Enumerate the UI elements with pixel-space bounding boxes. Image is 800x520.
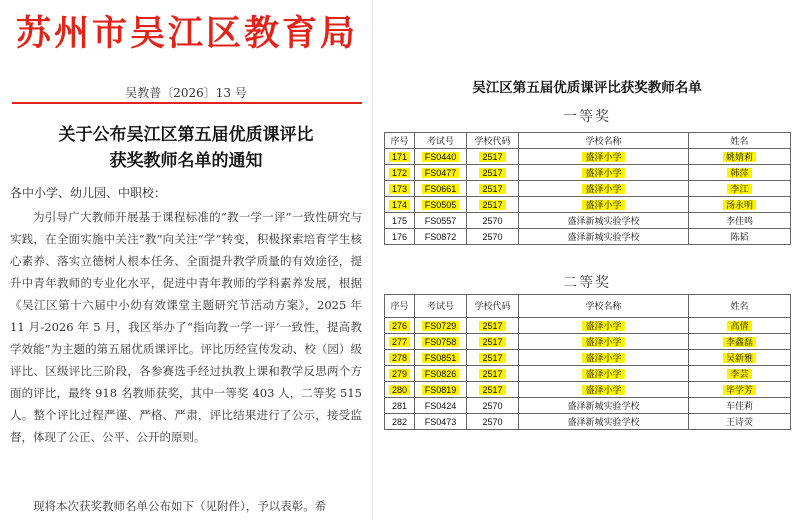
cell-teacher-name bbox=[689, 229, 791, 245]
cell-school-code-text: 2517 bbox=[479, 353, 505, 363]
cell-school-name-text: 盛泽小学 bbox=[582, 385, 624, 395]
cell-school-name-text: 盛泽小学 bbox=[582, 152, 624, 162]
cell-school-name bbox=[519, 229, 689, 245]
cell-school-name bbox=[519, 414, 689, 430]
table-row bbox=[385, 350, 791, 366]
first-prize-heading: 一等奖 bbox=[563, 109, 611, 125]
cell-seq-text: 174 bbox=[389, 200, 410, 210]
cell-seq bbox=[385, 334, 415, 350]
table-row bbox=[385, 165, 791, 181]
table-row bbox=[385, 318, 791, 334]
cell-school-code-text: 2570 bbox=[482, 416, 503, 427]
header-school-name: 学校名称 bbox=[519, 133, 689, 149]
cell-teacher-name bbox=[689, 149, 791, 165]
cell-school-code bbox=[467, 334, 519, 350]
cell-school-code-text: 2570 bbox=[482, 400, 503, 411]
cell-school-code-text: 2517 bbox=[479, 168, 505, 178]
cell-exam-number bbox=[415, 197, 467, 213]
cell-teacher-name-text: 韩萍 bbox=[727, 168, 751, 178]
cell-school-code bbox=[467, 414, 519, 430]
cell-school-code-text: 2517 bbox=[479, 200, 505, 210]
notice-document bbox=[0, 0, 373, 520]
cell-exam-number-text: FS0826 bbox=[422, 369, 460, 379]
cell-seq-text: 279 bbox=[389, 369, 410, 379]
cell-school-name bbox=[519, 382, 689, 398]
cell-teacher-name bbox=[689, 165, 791, 181]
red-divider-line bbox=[12, 102, 362, 104]
second-prize-table bbox=[384, 294, 791, 430]
table-header-row bbox=[385, 295, 791, 318]
cell-teacher-name bbox=[689, 181, 791, 197]
cell-seq bbox=[385, 318, 415, 334]
cell-exam-number-text: FS0424 bbox=[424, 400, 457, 411]
cell-school-name bbox=[519, 334, 689, 350]
cell-school-name-text: 盛泽小学 bbox=[582, 184, 624, 194]
cell-seq-text: 277 bbox=[389, 337, 410, 347]
cell-exam-number bbox=[415, 350, 467, 366]
cell-exam-number bbox=[415, 414, 467, 430]
header-exam-number: 考试号 bbox=[415, 133, 467, 149]
cell-seq bbox=[385, 197, 415, 213]
table-row bbox=[385, 213, 791, 229]
cell-seq bbox=[385, 149, 415, 165]
cell-exam-number bbox=[415, 213, 467, 229]
header-exam-number: 考试号 bbox=[415, 295, 467, 318]
document-number: 吴教普〔2026〕13 号 bbox=[125, 86, 247, 100]
cell-seq bbox=[385, 414, 415, 430]
table-row bbox=[385, 398, 791, 414]
cell-teacher-name bbox=[689, 334, 791, 350]
notice-title-line2: 获奖教师名单的通知 bbox=[109, 151, 263, 171]
cell-teacher-name bbox=[689, 398, 791, 414]
cell-exam-number-text: FS0661 bbox=[422, 184, 460, 194]
cell-teacher-name-text: 李佳鸣 bbox=[725, 216, 753, 226]
cell-exam-number-text: FS0819 bbox=[422, 385, 460, 395]
cell-exam-number bbox=[415, 398, 467, 414]
cell-school-code-text: 2517 bbox=[479, 337, 505, 347]
cell-school-name bbox=[519, 181, 689, 197]
cell-exam-number-text: FS0557 bbox=[424, 215, 457, 226]
cell-school-code-text: 2517 bbox=[479, 369, 505, 379]
cell-seq-text: 281 bbox=[391, 400, 408, 411]
second-prize-heading: 二等奖 bbox=[563, 275, 611, 291]
cell-school-name bbox=[519, 149, 689, 165]
cell-seq bbox=[385, 350, 415, 366]
cell-exam-number bbox=[415, 366, 467, 382]
cell-exam-number-text: FS0758 bbox=[422, 337, 460, 347]
table-row bbox=[385, 366, 791, 382]
cell-seq bbox=[385, 213, 415, 229]
cell-seq bbox=[385, 398, 415, 414]
table-row bbox=[385, 382, 791, 398]
salutation: 各中小学、幼儿园、中职校： bbox=[10, 186, 167, 200]
cell-school-code-text: 2517 bbox=[479, 321, 505, 331]
cell-school-name-text: 盛泽新城实验学校 bbox=[567, 232, 640, 242]
header-school-name: 学校名称 bbox=[519, 295, 689, 318]
cell-teacher-name-text: 李芸 bbox=[727, 369, 751, 379]
cell-school-name-text: 盛泽小学 bbox=[582, 168, 624, 178]
cell-school-name bbox=[519, 398, 689, 414]
cell-exam-number bbox=[415, 181, 467, 197]
cell-exam-number bbox=[415, 149, 467, 165]
header-school-code: 学校代码 bbox=[467, 133, 519, 149]
cell-school-code bbox=[467, 318, 519, 334]
cell-school-code-text: 2517 bbox=[479, 184, 505, 194]
cell-teacher-name-text: 吴新雅 bbox=[723, 353, 756, 363]
cell-exam-number bbox=[415, 165, 467, 181]
cell-school-name bbox=[519, 213, 689, 229]
cell-exam-number-text: FS0440 bbox=[422, 152, 460, 162]
cell-teacher-name-text: 李江 bbox=[727, 184, 751, 194]
cell-school-name-text: 盛泽新城实验学校 bbox=[567, 417, 640, 427]
notice-closing-line: 现将本次获奖教师名单公布如下（见附件），予以表彰。希 bbox=[33, 499, 327, 513]
cell-school-name-text: 盛泽小学 bbox=[582, 321, 624, 331]
cell-school-name bbox=[519, 165, 689, 181]
header-teacher-name: 姓名 bbox=[689, 295, 791, 318]
cell-exam-number-text: FS0477 bbox=[422, 168, 460, 178]
cell-exam-number bbox=[415, 229, 467, 245]
cell-school-code bbox=[467, 398, 519, 414]
cell-seq-text: 173 bbox=[389, 184, 410, 194]
cell-exam-number-text: FS0473 bbox=[424, 416, 457, 427]
cell-teacher-name bbox=[689, 213, 791, 229]
cell-school-code bbox=[467, 149, 519, 165]
cell-school-name-text: 盛泽小学 bbox=[582, 337, 624, 347]
cell-seq bbox=[385, 229, 415, 245]
header-school-code bbox=[467, 295, 519, 318]
cell-seq-text: 282 bbox=[391, 416, 408, 427]
header-school-code-text: 学校代码 bbox=[474, 300, 511, 311]
cell-teacher-name-text: 姚婧莉 bbox=[723, 152, 756, 162]
cell-teacher-name bbox=[689, 350, 791, 366]
cell-school-code-text: 2517 bbox=[479, 385, 505, 395]
cell-seq bbox=[385, 181, 415, 197]
cell-school-code bbox=[467, 366, 519, 382]
cell-exam-number-text: FS0851 bbox=[422, 353, 460, 363]
cell-seq-text: 175 bbox=[391, 215, 408, 226]
cell-seq-text: 280 bbox=[389, 385, 410, 395]
cell-exam-number-text: FS0872 bbox=[424, 231, 457, 242]
cell-school-name-text: 盛泽新城实验学校 bbox=[567, 216, 640, 226]
cell-exam-number bbox=[415, 334, 467, 350]
cell-school-code bbox=[467, 382, 519, 398]
header-seq: 序号 bbox=[385, 133, 415, 149]
cell-school-name bbox=[519, 318, 689, 334]
cell-teacher-name-text: 汤永明 bbox=[723, 200, 756, 210]
cell-teacher-name-text: 车佳莉 bbox=[725, 401, 753, 411]
cell-exam-number bbox=[415, 382, 467, 398]
cell-teacher-name-text: 毕学芳 bbox=[723, 385, 756, 395]
cell-teacher-name bbox=[689, 318, 791, 334]
cell-seq bbox=[385, 382, 415, 398]
header-seq: 序号 bbox=[385, 295, 415, 318]
award-list-document bbox=[374, 0, 800, 520]
notice-body-paragraph: 为引导广大教师开展基于课程标准的“教一学一评”一致性研究与实践，在全面实施中关注“教”向关注“学”转变，积极探索培育学生核心素养、落实立德树人根本任务、全面提升教学质量的有效途径，提升中青年教师的专业化水平，促进中青年教师的学科素养发展，根据《吴江区第十六届中小幼有效课堂主题研究节活动方案》，2025 年 11 月-2026 年 5 月，我区举办了“指向教一学一评’一致性，提高教学效能”为主题的第五届优质课评比。评比历经宣传发动、校（园）级评比、区级评比三阶段，各参赛选手经过执教上课和教学反思两个方面的评比，最终 918 名教师获奖，其中一等奖 403 人，二等奖 515 人。整个评比过程严谨、严格、严肃，评比结果进行了公示，接受监督，体现了公正、公平、公开的原则。 bbox=[10, 210, 362, 444]
cell-school-code-text: 2517 bbox=[479, 152, 505, 162]
cell-school-code-text: 2570 bbox=[482, 231, 503, 242]
cell-school-name bbox=[519, 366, 689, 382]
cell-school-code bbox=[467, 350, 519, 366]
cell-school-name bbox=[519, 350, 689, 366]
cell-teacher-name-text: 李鑫磊 bbox=[723, 337, 756, 347]
cell-teacher-name bbox=[689, 366, 791, 382]
cell-school-code bbox=[467, 165, 519, 181]
table-row bbox=[385, 229, 791, 245]
bureau-letterhead: 苏州市吴江区教育局 bbox=[16, 13, 359, 54]
cell-teacher-name bbox=[689, 382, 791, 398]
table-row bbox=[385, 149, 791, 165]
cell-school-name-text: 盛泽新城实验学校 bbox=[567, 401, 640, 411]
cell-exam-number-text: FS0505 bbox=[422, 200, 460, 210]
cell-seq-text: 171 bbox=[389, 152, 410, 162]
cell-exam-number-text: FS0729 bbox=[422, 321, 460, 331]
cell-school-code-text: 2570 bbox=[482, 215, 503, 226]
cell-school-code bbox=[467, 213, 519, 229]
table-row bbox=[385, 414, 791, 430]
cell-seq-text: 172 bbox=[389, 168, 410, 178]
header-teacher-name: 姓名 bbox=[689, 133, 791, 149]
cell-school-name-text: 盛泽小学 bbox=[582, 353, 624, 363]
award-list-title: 吴江区第五届优质课评比获奖教师名单 bbox=[472, 80, 702, 96]
cell-school-code bbox=[467, 197, 519, 213]
cell-seq bbox=[385, 366, 415, 382]
notice-title-line1: 关于公布吴江区第五届优质课评比 bbox=[58, 125, 314, 145]
cell-seq-text: 276 bbox=[389, 321, 410, 331]
table-row bbox=[385, 334, 791, 350]
cell-seq-text: 278 bbox=[389, 353, 410, 363]
cell-teacher-name bbox=[689, 197, 791, 213]
cell-teacher-name bbox=[689, 414, 791, 430]
cell-school-name-text: 盛泽小学 bbox=[582, 369, 624, 379]
cell-teacher-name-text: 高倩 bbox=[727, 321, 751, 331]
cell-seq-text: 176 bbox=[391, 231, 408, 242]
cell-teacher-name-text: 陈韬 bbox=[730, 232, 749, 242]
cell-school-name bbox=[519, 197, 689, 213]
cell-school-code bbox=[467, 229, 519, 245]
cell-school-name-text: 盛泽小学 bbox=[582, 200, 624, 210]
first-prize-table bbox=[384, 132, 791, 245]
table-row bbox=[385, 181, 791, 197]
table-header-row bbox=[385, 133, 791, 149]
table-row bbox=[385, 197, 791, 213]
cell-teacher-name-text: 王诗荧 bbox=[725, 417, 753, 427]
cell-seq bbox=[385, 165, 415, 181]
cell-exam-number bbox=[415, 318, 467, 334]
cell-school-code bbox=[467, 181, 519, 197]
